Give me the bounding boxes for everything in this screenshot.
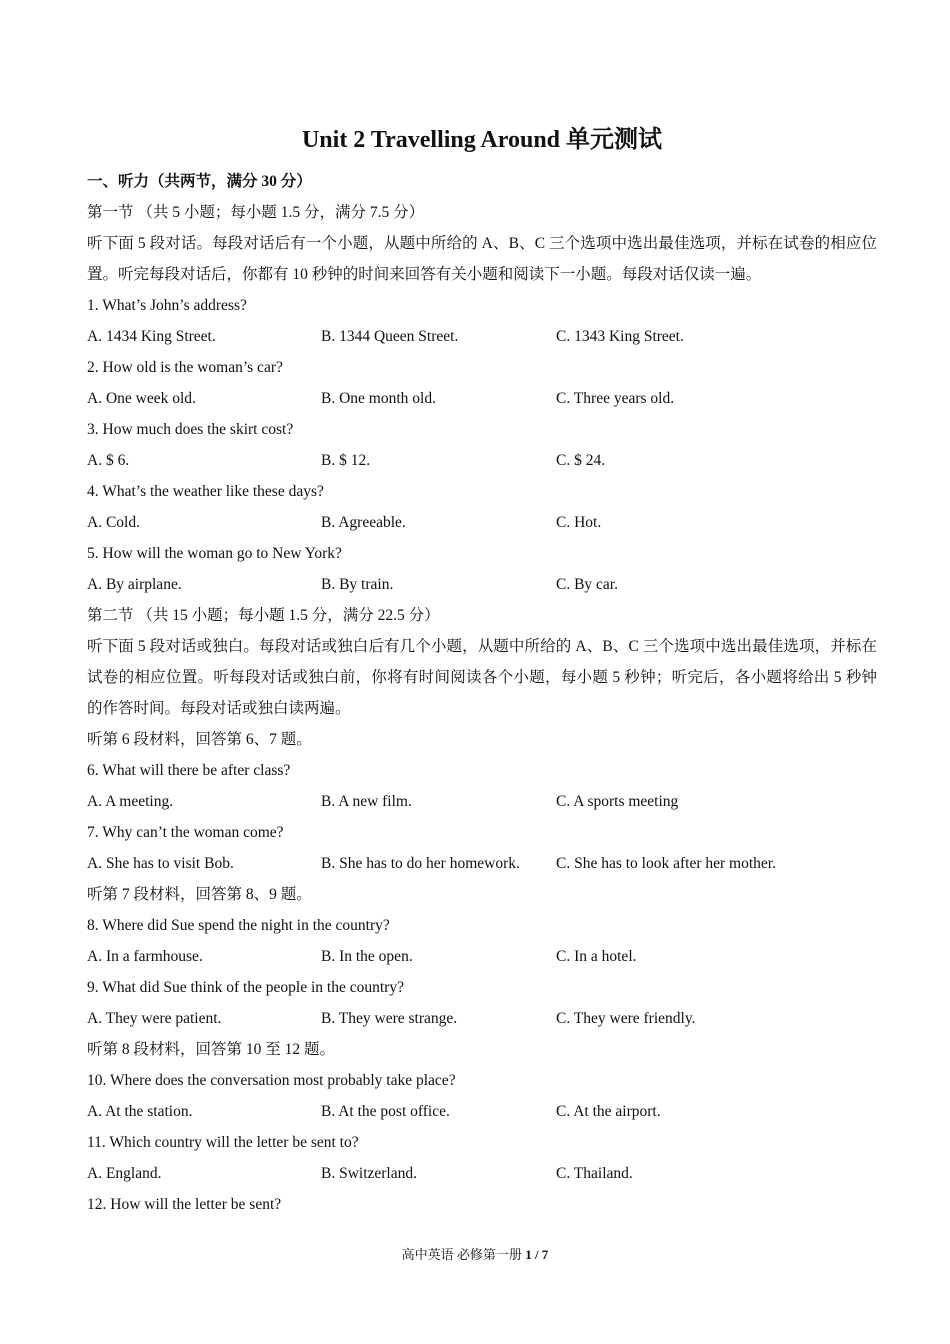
option-a: A. She has to visit Bob.	[87, 855, 234, 872]
option-b: B. At the post office.	[321, 1103, 450, 1120]
option-b: B. In the open.	[321, 948, 413, 965]
option-b: B. 1344 Queen Street.	[321, 328, 459, 345]
option-a: A. $ 6.	[87, 452, 130, 469]
footer-book-title: 高中英语 必修第一册	[401, 1247, 522, 1262]
group-6-label: 听第 6 段材料，回答第 6、7 题。	[87, 731, 312, 748]
option-c: C. In a hotel.	[556, 948, 637, 965]
option-b: B. By train.	[321, 576, 394, 593]
option-a: A. A meeting.	[87, 793, 174, 810]
group-8-label: 听第 8 段材料，回答第 10 至 12 题。	[87, 1041, 336, 1058]
question-10: 10. Where does the conversation most probably take place?	[87, 1072, 456, 1089]
question-3: 3. How much does the skirt cost?	[87, 421, 294, 438]
part1-heading: 第一节 （共 5 小题；每小题 1.5 分，满分 7.5 分）	[87, 204, 425, 221]
option-b: B. Switzerland.	[321, 1165, 417, 1182]
option-c: C. By car.	[556, 576, 618, 593]
option-a: A. At the station.	[87, 1103, 193, 1120]
options-6	[87, 786, 877, 817]
question-11: 11. Which country will the letter be sent to?	[87, 1134, 359, 1151]
page-number: 1 / 7	[525, 1247, 549, 1262]
question-4: 4. What’s the weather like these days?	[87, 483, 324, 500]
option-c: C. A sports meeting	[556, 793, 679, 810]
options-2	[87, 383, 877, 414]
question-9: 9. What did Sue think of the people in the country?	[87, 979, 404, 996]
option-a: A. They were patient.	[87, 1010, 222, 1027]
option-b: B. Agreeable.	[321, 514, 406, 531]
section-heading-listening: 一、听力（共两节，满分 30 分）	[87, 173, 312, 190]
option-a: A. England.	[87, 1165, 162, 1182]
option-c: C. Three years old.	[556, 390, 675, 407]
question-1: 1. What’s John’s address?	[87, 297, 247, 314]
part1-instructions: 听下面 5 段对话。每段对话后有一个小题，从题中所给的 A、B、C 三个选项中选出最佳选项，并标在试卷的相应位置。听完每段对话后，你都有 10 秒钟的时间来回答有关小题和阅读下一小题。每段对话仅读一遍。	[87, 235, 877, 283]
options-4	[87, 507, 877, 538]
options-5	[87, 569, 877, 600]
option-b: B. A new film.	[321, 793, 412, 810]
options-1	[87, 321, 877, 352]
question-2: 2. How old is the woman’s car?	[87, 359, 283, 376]
question-8: 8. Where did Sue spend the night in the country?	[87, 917, 390, 934]
option-c: C. She has to look after her mother.	[556, 855, 776, 872]
option-a: A. By airplane.	[87, 576, 182, 593]
options-10	[87, 1096, 877, 1127]
group-7-label: 听第 7 段材料，回答第 8、9 题。	[87, 886, 312, 903]
option-b: B. One month old.	[321, 390, 436, 407]
document-page	[87, 120, 877, 1220]
options-9	[87, 1003, 877, 1034]
option-b: B. $ 12.	[321, 452, 371, 469]
option-c: C. Thailand.	[556, 1165, 633, 1182]
option-b: B. She has to do her homework.	[321, 855, 520, 872]
question-12: 12. How will the letter be sent?	[87, 1196, 282, 1213]
option-b: B. They were strange.	[321, 1010, 458, 1027]
option-c: C. $ 24.	[556, 452, 606, 469]
options-7	[87, 848, 877, 879]
option-c: C. They were friendly.	[556, 1010, 696, 1027]
option-a: A. Cold.	[87, 514, 140, 531]
options-8	[87, 941, 877, 972]
option-a: A. One week old.	[87, 390, 196, 407]
option-a: A. In a farmhouse.	[87, 948, 203, 965]
option-c: C. 1343 King Street.	[556, 328, 684, 345]
part2-instructions: 听下面 5 段对话或独白。每段对话或独白后有几个小题，从题中所给的 A、B、C 三个选项中选出最佳选项，并标在试卷的相应位置。听每段对话或独白前，你将有时间阅读各个小题，每小题 5 秒钟；听完后，各小题将给出 5 秒钟的作答时间。每段对话或独白读两遍。	[87, 638, 877, 717]
option-c: C. Hot.	[556, 514, 602, 531]
question-5: 5. How will the woman go to New York?	[87, 545, 342, 562]
option-a: A. 1434 King Street.	[87, 328, 216, 345]
option-c: C. At the airport.	[556, 1103, 661, 1120]
part2-heading: 第二节 （共 15 小题；每小题 1.5 分，满分 22.5 分）	[87, 607, 440, 624]
question-6: 6. What will there be after class?	[87, 762, 291, 779]
page-footer	[0, 1245, 950, 1265]
options-3	[87, 445, 877, 476]
question-7: 7. Why can’t the woman come?	[87, 824, 284, 841]
page-title: Unit 2 Travelling Around 单元测试	[301, 127, 663, 153]
options-11	[87, 1158, 877, 1189]
